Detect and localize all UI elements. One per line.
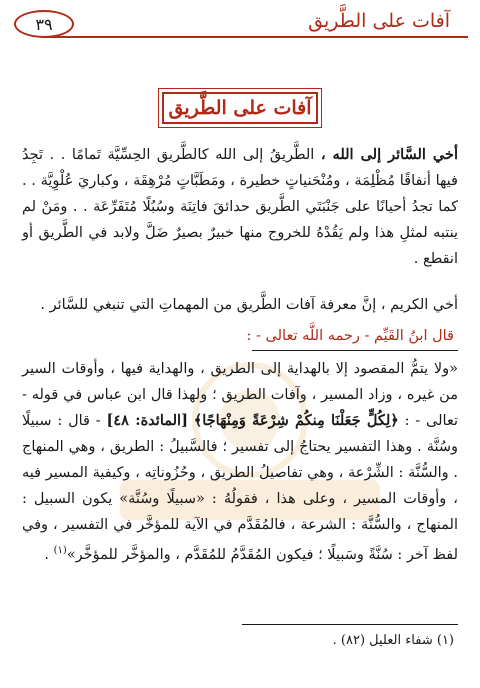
quote-attribution: قال ابنُ القَيِّم - رحمه اللَّه تعالى - :	[246, 328, 454, 344]
page-number: ٣٩	[14, 10, 74, 38]
quote-part-2: - قال : سبيلًا وسُنَّة . وهذا التفسير يحتاجُ إلى تفسير ؛ فالسَّبيلُ : الطريق ، وهي المنهاج . والسُّنَّة : الشِّرْعة ، وهي تفاصيلُ الطريق ، وحُزُوناتِه ، وكيفية المسير فيه ، وأوقات المسير ، وعلى هذا ، فقولُهُ : «سبيلًا وسُنَّة» يكون السبيل : المنهاج ، والسُّنَّة : الشرعة ، فالمُقَدَّم في الآية للمؤخَّر في التفسير ، وفي لفظ آخر : سُنَّةً وسَبيلًا ؛ فيكون المُقَدَّمُ للمُقَدَّم ، والمؤخَّر للمؤخَّر»	[22, 413, 459, 563]
footnote: (١) شفاء العليل (٨٢) .	[332, 633, 454, 648]
subheading-rule	[252, 350, 458, 351]
quote-end: .	[44, 546, 54, 563]
paragraph-lead: أخي السَّائر إلى الله ،	[320, 146, 458, 163]
quotation	[22, 356, 458, 568]
paragraph-importance: أخي الكريم ، إنَّ معرفة آفات الطَّريق من المهماتِ التي تنبغي للسَّائر .	[40, 297, 458, 313]
chapter-title-frame	[158, 88, 322, 128]
running-header-title: آفات على الطَّريق	[308, 10, 450, 32]
footnote-rule	[242, 624, 458, 625]
paragraph-text: الطَّريقُ إلى الله كالطَّريق الحِسِّيَّة تَمامًا . . تَجِدُ فيها أنفاقًا مُظْلِمَة ، ومُنْحَنياتٍ خطيرة ، ومَطَبَّاتٍ مُرْهِقَة ، وكباريَ عُلْوِيَّة . . كما تجدُ أحيانًا على جَنْبَتَي الطَّريق حدائقَ فاتِنَة وسُبُلًا مُتَفَرِّعَة . . ومَنْ لم ينتبه لمثلِ هذا ولم يَقُدْهُ للخروج منها خبيرٌ بصيرٌ ضَلَّ ولابد في الطَّريق أو انقطع .	[22, 147, 458, 267]
verse-reference: [المائدة: ٤٨]	[106, 412, 188, 429]
quran-verse: ﴿لِكُلٍّ جَعَلْنَا مِنكُمْ شِرْعَةً وَمِنْهَاجًا﴾	[193, 412, 399, 429]
quote-part-1: «ولا يتمُّ المقصود إلا بالهداية إلى الطريق ، والهداية فيها ، وأوقات السير من غيره ، وزاد المسير ، وآفات الطريق ؛ ولهذا قال ابن عباس في قوله - تعالى - :	[22, 361, 458, 429]
header-rule	[44, 36, 468, 38]
paragraph-intro	[22, 142, 458, 272]
footnote-marker: (١)	[53, 545, 67, 556]
chapter-title: آفات على الطَّريق	[162, 92, 318, 124]
